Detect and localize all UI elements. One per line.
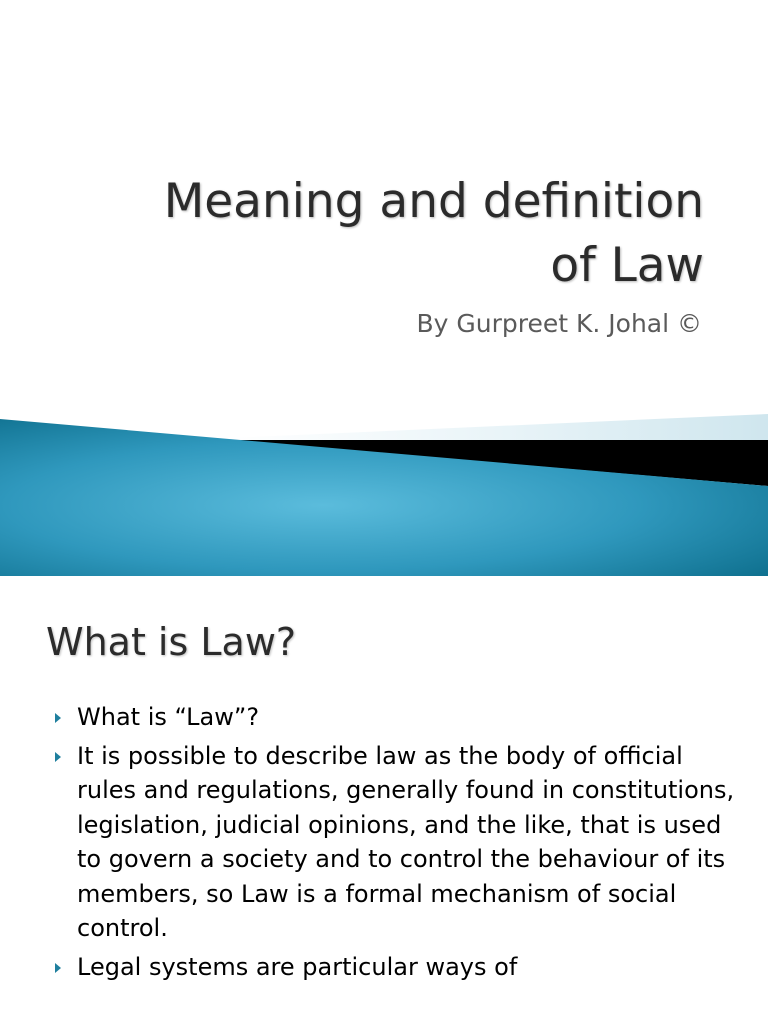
slide-title-line-1: Meaning and definition — [163, 174, 704, 229]
bullet-text: What is “Law”? — [77, 703, 260, 731]
light-strip — [230, 414, 768, 440]
bullet-list — [52, 700, 742, 988]
bullet-item — [52, 700, 742, 735]
bullet-arrow-icon — [55, 963, 61, 973]
bullet-text: It is possible to describe law as the body of official rules and regulations, generally found in constitutions, legislation, judicial opinions, and the like, that is used to govern a society and to control the behaviour of its members, so Law is a formal mechanism of social control. — [77, 741, 735, 942]
content-slide-title: What is Law? — [46, 620, 297, 664]
bullet-arrow-icon — [55, 752, 61, 762]
bullet-item — [52, 950, 742, 985]
slide-title-line-2: of Law — [550, 238, 704, 293]
bullet-arrow-icon — [55, 713, 61, 723]
slide-subtitle: By Gurpreet K. Johal © — [416, 309, 702, 338]
bullet-text: Legal systems are particular ways of — [77, 952, 518, 981]
bullet-item — [52, 739, 742, 946]
